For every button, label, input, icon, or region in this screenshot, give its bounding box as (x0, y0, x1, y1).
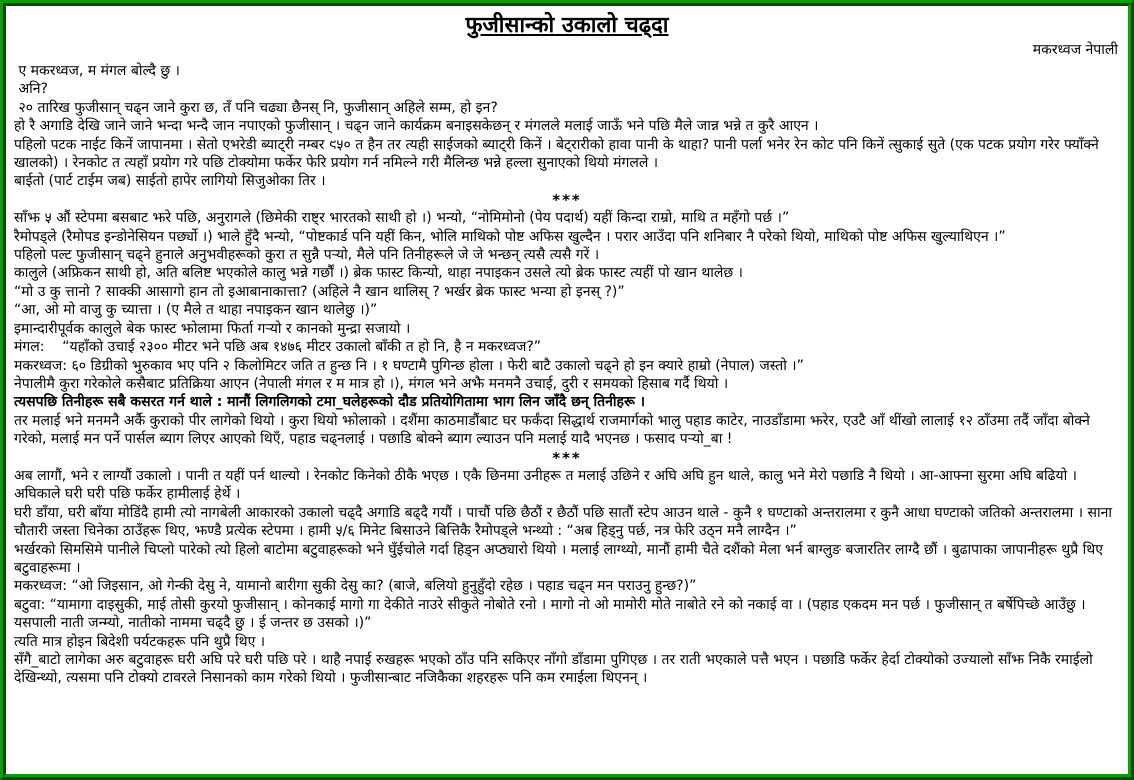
paragraph: “मो उ कु त्तानो ? साक्की आसागो हान तो इआबानाकात्ता? (अहिले नै खान थालिस् ? भर्खर ब्रेक फास्ट भन्या हो इनस् ?)” (14, 283, 625, 300)
page-title: फुजीसान्को उकालो चढ्दा (465, 13, 669, 38)
paragraph: त्यति मात्र होइन बिदेशी पर्यटकहरू पनि थुप्रै थिए । (14, 633, 266, 650)
paragraph: सँगै_बाटो लागेका अरु बटुवाहरू घरी अघि परे घरी पछि परे । थाहै नपाई रुखहरू भएको ठाँउ पनि सकिएर नाँगो डाँडामा पुगिएछ । तर राती भएकाले पत्तै भएन । पछाडि फर्केर हेर्दा टोक्योको उज्यालो साँझ निकै रमाईलो देखिन्थ्यो, त्यसमा पनि टोक्यो टावरले निसानको काम गरेको थियो । फुजीसान्बाट नजिकैका शहरहरू पनि कम रमाईला थिएनन् । (14, 652, 1098, 687)
paragraph: २० तारिख फुजीसान् चढ्न जाने कुरा छ, तँ पनि चढ्या छैनस् नि, फुजीसान् अहिले सम्म, हो इन? (14, 99, 498, 116)
paragraph: मकरध्वज: ६० डिग्रीको भुरुकाव भए पनि २ किलोमिटर जति त हुन्छ नि । १ घण्टामै पुगिन्छ होला । फेरी बाटै उकालो चढ्ने हो इन क्यारे हाम्रो (नेपाल) जस्तो ।” (14, 357, 804, 374)
paragraph: भर्खरको सिमसिमे पानीले चिप्लो पारेको त्यो हिलो बाटोमा बटुवाहरूको भने घुँईचोले गर्दा हिड्न अप्ठ्यारो थियो । मलाई लाग्थ्यो, मानौं हामी चैते दशैंको मेला भर्न बाग्लुङ बजारतिर लाग्दै छौं । बुढापाका जापानीहरू थुप्रै थिए बटुवाहरूमा । (14, 541, 1108, 576)
author-byline: मकरध्वज नेपाली (1032, 42, 1118, 58)
document-body (14, 62, 1120, 688)
paragraph: पहिलो पल्ट फुजीसान् चढ्ने हुनाले अनुभवीहरूको कुरा त सुन्नै पऱ्यो, मैले पनि तिनीहरूले जे जे भन्छन् त्यसै त्यसै गरें । (14, 247, 600, 264)
paragraph: साँझ ५ औं स्टेपमा बसबाट झरे पछि, अनुरागले (छिमेकी राष्ट्र भारतको साथी हो ।) भन्यो, “नोमिमोनो (पेय पदार्थ) यहीं किन्दा राम्रो, माथि त महँगो पर्छ ।” (14, 210, 790, 227)
paragraph: त्यसपछि तिनीहरू सबै कसरत गर्न थाले : मानौं लिगलिगको टमा_घलेहरूको दौड प्रतियोगितामा भाग लिन जाँदै छन् तिनीहरू । (14, 394, 646, 411)
paragraph: बाईतो (पार्ट टाईम जब) साईतो हापेर लागियो सिजुओका तिर । (14, 173, 326, 190)
paragraph: नेपालीमै कुरा गरेकोले कसैबाट प्रतिक्रिया आएन (नेपाली मंगल र म मात्र हो ।), मंगल भने अझै मनमनै उचाई, दुरी र समयको हिसाब गर्दै थियो । (14, 375, 729, 392)
paragraph: मकरध्वज: “ओ जिइसान, ओ गेन्की देसु ने, यामानो बारीगा सुकी देसु का? (बाजे, बलियो हुनुहुँदो रहेछ । पहाड चढ्न मन पराउनु हुन्छ?)” (14, 578, 697, 595)
paragraph: ए मकरध्वज, म मंगल बोल्दै छु । (14, 63, 180, 79)
section-separator: *** (552, 448, 582, 467)
paragraph: मंगल: “यहाँको उचाई २३०० मीटर भने पछि अब १४७६ मीटर उकालो बाँकी त हो नि, है न मकरध्वज?” (14, 339, 542, 356)
paragraph: तर मलाई भने मनमनै अर्कै कुराको पीर लागेको थियो । कुरा थियो झोलाको । दशैंमा काठमाडौंबाट घर फर्कंदा सिद्धार्थ राजमार्गको भालु पहाड काटेर, नाउडाँडामा झरेर, एउटै आँ थींखो लालाई १२ ठाँउमा तदैं जाँदा बोक्ने गरेको, मलाई मन पर्ने पार्सल ब्याग लिएर आएको थिएँ, पहाड चढ्नलाई । पछाडि बोक्ने ब्याग ल्याउन पनि मलाई यादै भएनछ । फसाद पऱ्यो_बा ! (14, 412, 1095, 448)
paragraph: घरी डाँया, घरी बाँया मोडिंदै हामी त्यो नागबेली आकारको उकालो चढ्दै अगाडि बढ्दै गयौं । पाचौं पछि छैठौं र छैठौं पछि सातौं स्टेप आउन थाले - कुनै १ घण्टाको अन्तरालमा र कुनै आधा घण्टाको जतिको अन्तरालमा । साना चौतारी जस्ता चिनेका ठाउँहरू थिए, झण्डै प्रत्येक स्टेपमा । हामी ५/६ मिनेट बिसाउने बित्तिकै रैमोपड्ले भन्थ्यो : “अब हिड्नु पर्छ, नत्र फेरि उठ्न मनै लाग्दैन ।” (14, 504, 1117, 540)
paragraph: “आ, ओ मो वाजु कु च्यात्ता । (ए मैले त थाहा नपाइकन खान थालेछु ।)” (14, 302, 378, 319)
paragraph: हो रै अगाडि देखि जाने जाने भन्दा भन्दै जान नपाएको फुजीसान् । चढ्न जाने कार्यक्रम बनाइसकेछन् र मंगलले मलाई जाऊँ भने पछि मैले जान्न भन्ने त कुरै आएन । (14, 118, 819, 135)
paragraph: अनि? (14, 81, 48, 98)
paragraph: रैमोपड्ले (रैमोपड इन्डोनेसियन पर्छ्यो ।) भाले हुँदै भन्यो, “पोष्टकार्ड पनि यहीं किन, भोलि माथिको पोष्ट अफिस खुल्दैन । परार आउँदा पनि शनिबार नै परेको थियो, माथिको पोष्ट अफिस खुल्याथिएन ।” (14, 228, 1006, 245)
paragraph: बटुवा: “यामागा दाइसुकी, माई तोसी कुरयो फुजीसान् । कोनकाई मागो गा देकीते नाउरे सीकुते नोबोते रनो । मागो नो ओ मामोरी मोते नाबोते रने को नकाई वा । (पहाड एकदम मन पर्छ । फुजीसान् त बर्षेपिच्छे आउँछु । यसपाली नाती जन्म्यो, नातीको नाममा चढ्दै छु । ई जन्तर छ उसको ।)” (14, 596, 1091, 632)
paragraph: इमान्दारीपूर्वक कालुले बेक फास्ट झोलामा फिर्ता गऱ्यो र कानको मुन्द्रा सजायो । (14, 320, 411, 337)
section-separator: *** (552, 190, 582, 209)
paragraph: पहिलो पटक नाईट किनें जापानमा । सेतो एभरेडी ब्याट्री नम्बर ९५० त हैन तर त्यही साईजको ब्याट्री किनें । बेट्रारीको हावा पानी के थाहा? पानी पर्ला भनेर रेन कोट पनि किनें त्सुकाई सुते (एक पटक प्रयोग गरेर फ्याँक्ने खालको) । रेनकोट त त्यहाँ प्रयोग गरे पछि टोक्योमा फर्केर फेरि प्रयोग गर्न नमिल्ने गरी मैलिन्छ भन्ने हल्ला सुनाएको थियो मंगलले । (14, 136, 1104, 172)
paragraph: अब लागौं, भने र लाग्यौं उकालो । पानी त यहीं पर्न थाल्यो । रेनकोट किनेको ठीकै भएछ । एकै छिनमा उनीहरू त मलाई उछिने र अघि अघि हुन थाले, कालु भने मेरो पछाडि नै थियो । आ-आफ्ना सुरमा अघि बढियो । अघिकाले घरी घरी पछि फर्केर हामीलाई हेर्थे । (14, 467, 1082, 503)
paragraph: कालुले (अफ्रिकन साथी हो, अति बलिष्ट भएकोले कालु भन्ने गर्छौं ।) ब्रेक फास्ट किन्यो, थाहा नपाइकन उसले त्यो ब्रेक फास्ट त्यहीं पो खान थालेछ । (14, 265, 743, 282)
